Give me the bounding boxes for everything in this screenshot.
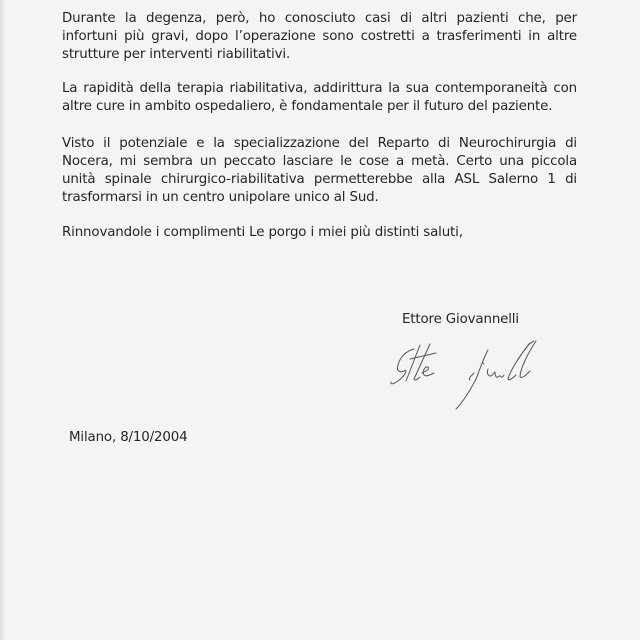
- paragraph-line: strutture per interventi riabilitativi.: [62, 47, 291, 62]
- paragraph-line: altre cure in ambito ospedaliero, è fondamentale per il futuro del paziente.: [62, 99, 553, 114]
- paragraph-line: Durante la degenza, però, ho conosciuto casi di altri pazienti che, per: [62, 11, 577, 26]
- scan-edge-shadow: [0, 0, 6, 640]
- paragraph-line: Visto il potenziale e la specializzazione del Reparto di Neurochirurgia di: [62, 136, 577, 151]
- paragraph-line: trasformarsi in un centro unipolare unico al Sud.: [62, 190, 379, 205]
- handwritten-signature-icon: [370, 335, 550, 410]
- paragraph-line: unità spinale chirurgico-riabilitativa permetterebbe alla ASL Salerno 1 di: [62, 172, 577, 187]
- closing-salutation: Rinnovandole i complimenti Le porgo i miei più distinti saluti,: [62, 225, 463, 240]
- signatory-name: Ettore Giovannelli: [402, 312, 519, 327]
- paragraph-line: La rapidità della terapia riabilitativa, addirittura la sua contemporaneità con: [62, 81, 577, 96]
- paragraph-line: Nocera, mi sembra un peccato lasciare le cose a metà. Certo una piccola: [62, 154, 577, 169]
- paragraph-line: infortuni più gravi, dopo l’operazione sono costretti a trasferimenti in altre: [62, 29, 577, 44]
- place-date: Milano, 8/10/2004: [69, 430, 188, 445]
